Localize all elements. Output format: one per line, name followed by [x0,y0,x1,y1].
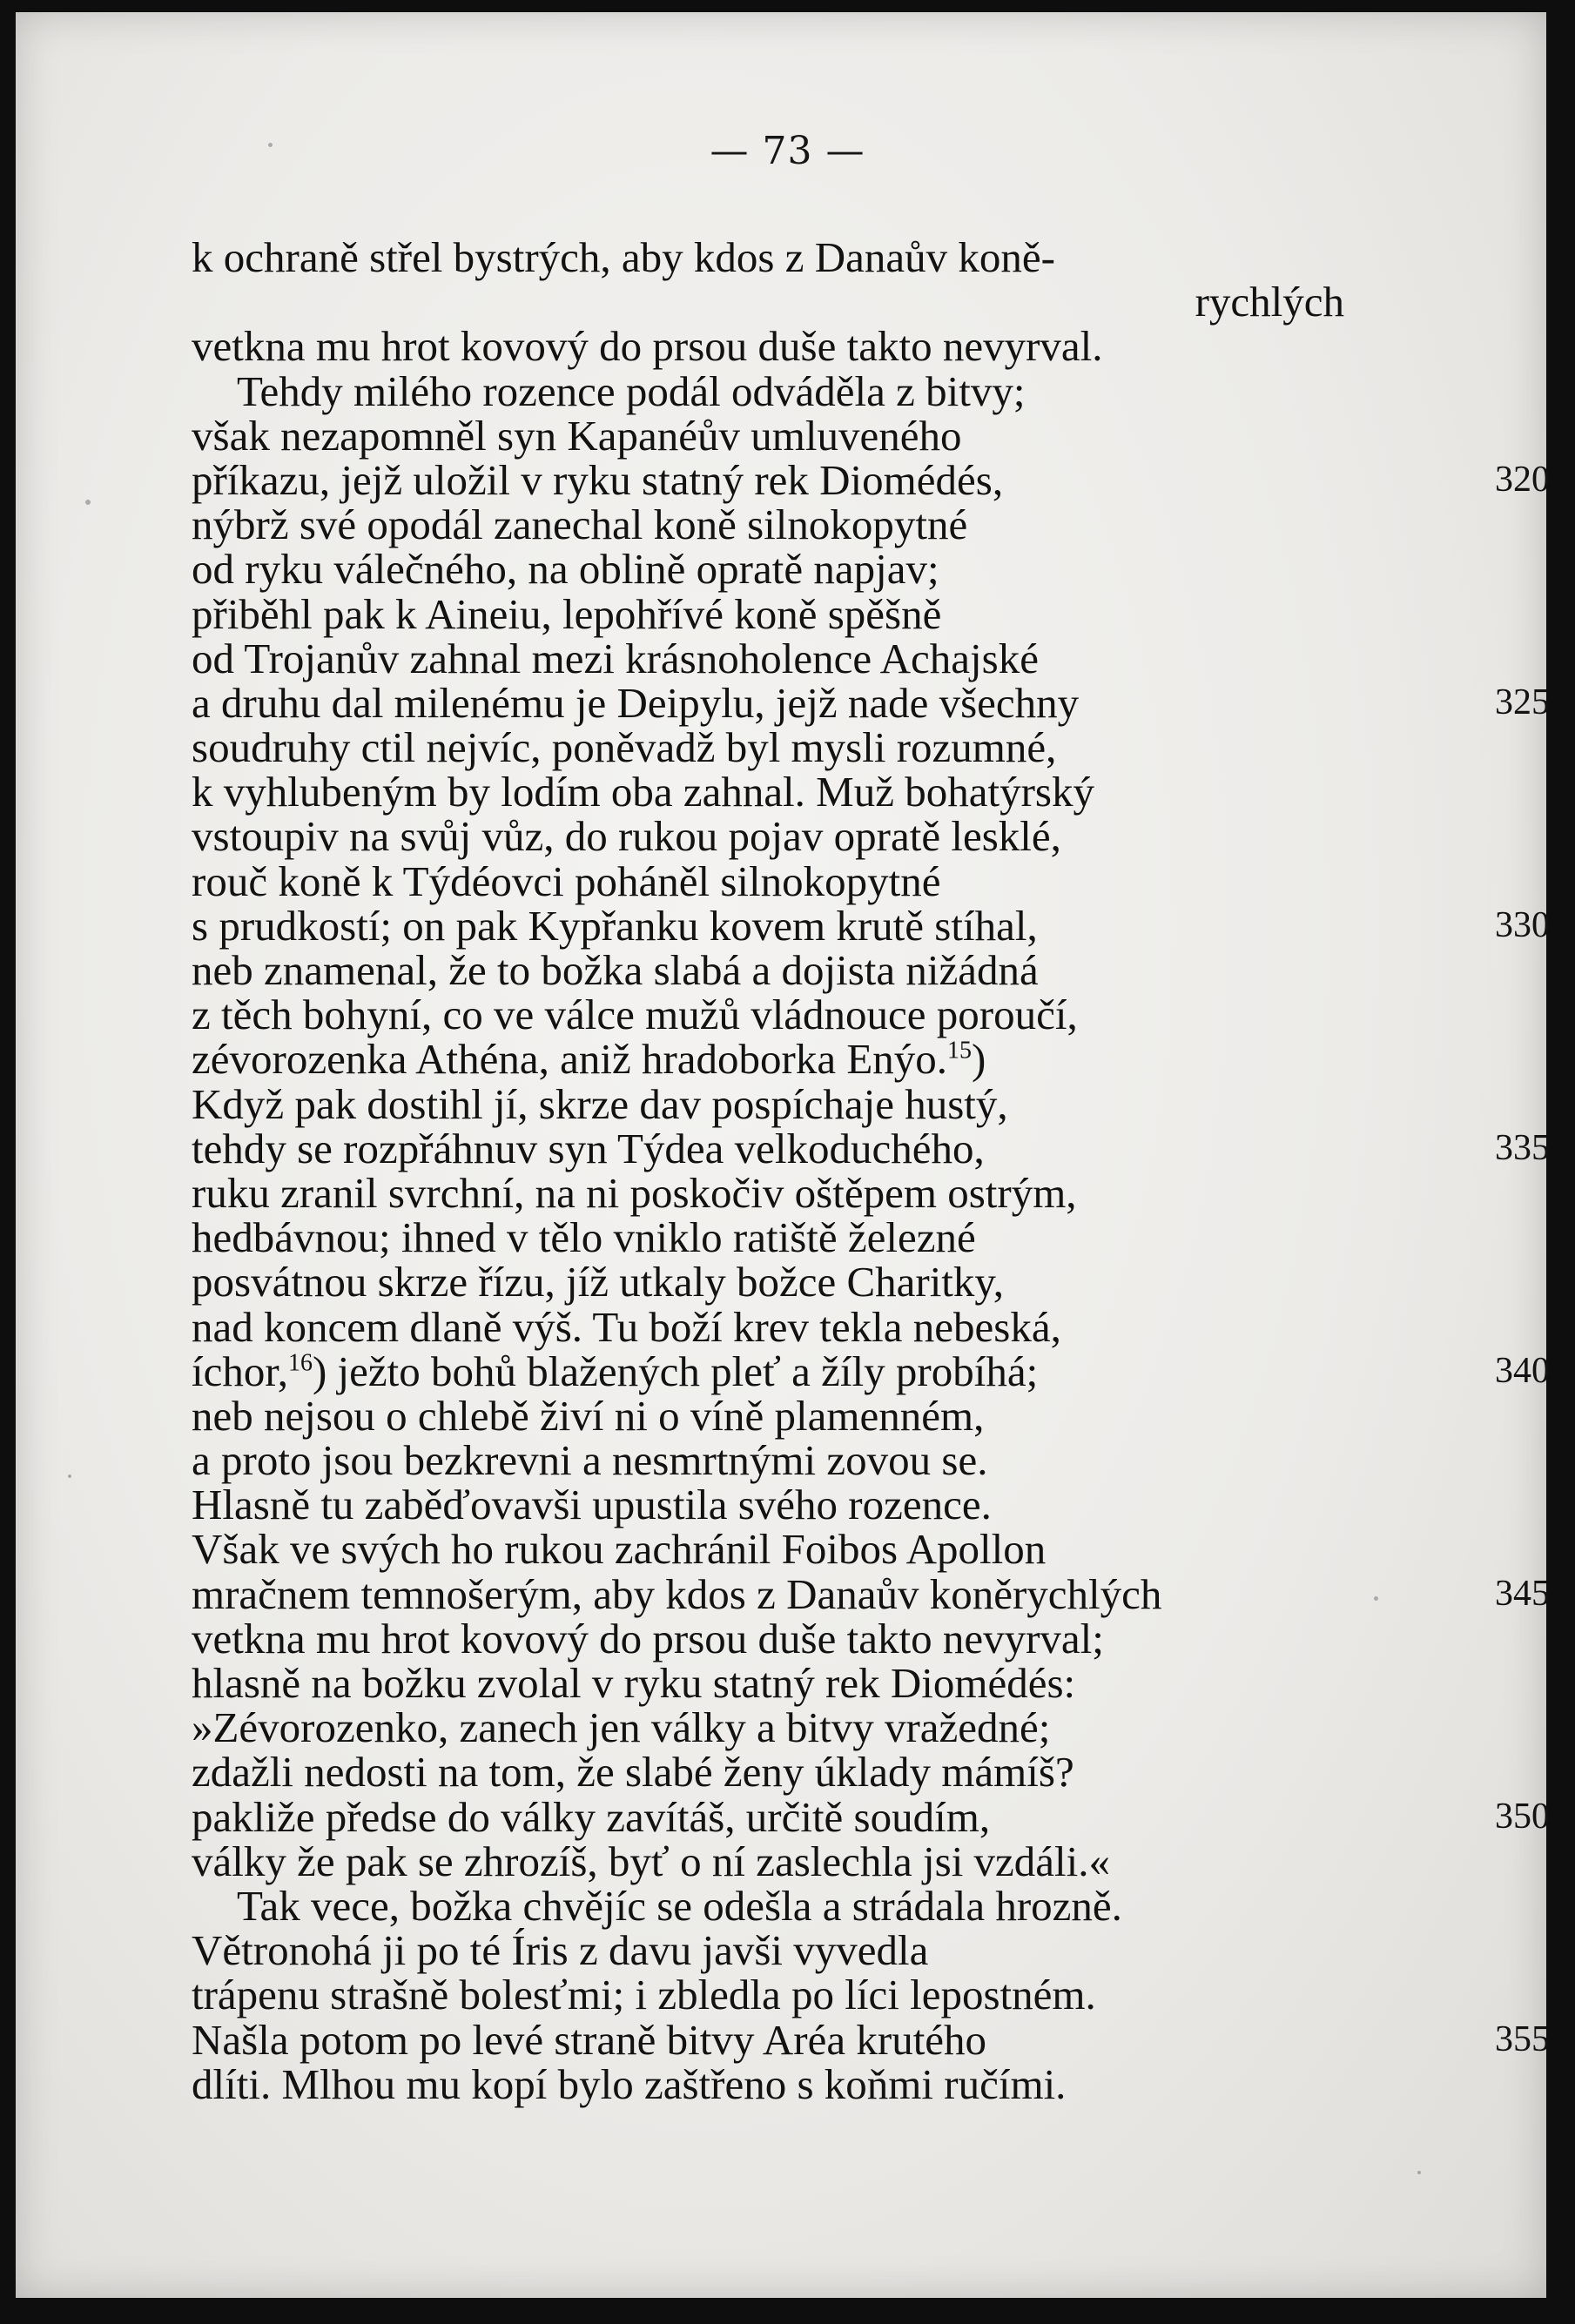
page-number: — 73 — [710,129,865,173]
verse-line [192,1213,1358,1262]
verse-text: však nezapomněl syn Kapanéův umluveného [192,411,962,460]
verse-text: posvátnou skrze řízu, jíž utkaly božce Charitky, [192,1258,1004,1306]
verse-text: a proto jsou bezkrevni a nesmrtnými zovou se. [192,1436,988,1485]
verse-line [192,455,1550,504]
line-number: 320 [1495,459,1550,500]
verse-line [192,1616,1358,1661]
verse-line [192,1124,1550,1172]
verse-text: mračnem temnošerým, aby kdos z Danaův koněrychlých [192,1569,1162,1618]
verse-line [192,413,1358,458]
poem-text [192,233,1550,2108]
verse-text: k vyhlubeným by lodím oba zahnal. Muž bohatýrský [192,768,1094,816]
verse-text: tehdy se rozpřáhnuv syn Týdea velkoduchého, [192,1124,985,1172]
verse-text: rouč koně k Týdéovci poháněl silnokopytné [192,856,941,905]
verse-line [192,502,1358,547]
verse-text: Však ve svých ho rukou zachránil Foibos Apollon [192,1525,1047,1574]
paper-speck [1417,2171,1421,2174]
verse-line [192,723,1358,772]
verse-text: od Trojanův zahnal mezi krásnoholence Achajské [192,634,1039,682]
verse-line [192,769,1358,814]
verse-text: Našla potom po levé straně bitvy Aréa krutého [192,2015,987,2064]
verse-line [192,2015,1550,2064]
verse-text: Tak vece, božka chvějíc se odešla a strádala hrozně. [237,1881,1122,1930]
verse-text: přiběhl pak k Aineiu, lepohřívé koně spěšně [192,589,942,638]
verse-text: Když pak dostihl jí, skrze dav pospíchaje hustý, [192,1079,1008,1128]
verse-line [192,1972,1358,2017]
verse-text: rychlých [1195,278,1344,326]
verse-line [192,1259,1358,1304]
verse-line [192,1482,1358,1527]
verse-line [192,636,1358,681]
line-number: 325 [1495,682,1550,722]
verse-line [192,1302,1358,1351]
footnote-ref: 16 [287,1349,313,1377]
paper-speck [68,1474,71,1478]
verse-line [192,992,1358,1037]
paper-speck [85,500,91,505]
line-number: 345 [1495,1573,1550,1614]
verse-line [192,1525,1358,1574]
verse-text: z těch bohyní, co ve válce mužů vládnouce poroučí, [192,991,1078,1039]
verse-text: války že pak se zhrozíš, byť o ní zaslechla jsi vzdáli.« [192,1837,1111,1885]
verse-line [192,1661,1358,1705]
verse-line [192,1705,1358,1750]
line-number: 330 [1495,904,1550,945]
verse-text: hlasně na božku zvolal v ryku statný rek Diomédés: [192,1659,1076,1707]
verse-line [192,1436,1358,1485]
verse-text: k ochraně střel bystrých, aby kdos z Danaův koně- [192,233,1055,281]
verse-line [192,545,1358,594]
verse-text: soudruhy ctil nejvíc, poněvadž byl mysli rozumné, [192,723,1057,772]
verse-text: Hlasně tu zaběďovavši upustila svého rozence. [192,1481,992,1529]
footnote-ref: 15 [947,1038,973,1065]
verse-text: trápenu strašně bolesťmi; i zbledla po líci lepostném. [192,1971,1096,2019]
verse-line [192,1079,1358,1128]
verse-text: vetkna mu hrot kovový do prsou duše takto nevyrval; [192,1614,1104,1662]
verse-text: od ryku válečného, na oblině opratě napjav; [192,545,939,594]
line-number: 340 [1495,1350,1550,1391]
verse-line [192,1347,1550,1395]
verse-line [192,948,1358,992]
verse-line [192,235,1358,279]
verse-text: hedbávnou; ihned v tělo vniklo ratiště železné [192,1213,976,1262]
verse-line [192,856,1358,905]
paper-speck [1374,1596,1378,1601]
verse-line [192,1926,1358,1975]
verse-text: vstoupiv na svůj vůz, do rukou pojav opratě lesklé, [192,812,1061,861]
verse-line [192,1569,1550,1618]
verse-line [192,1035,1358,1084]
verse-line [192,1391,1358,1440]
verse-text: pakliže předse do války zavítáš, určitě soudím, [192,1792,991,1841]
verse-line [192,1881,1358,1930]
verse-text: Větronohá ji po té Íris z davu javši vyvedla [192,1926,929,1975]
verse-line [192,1168,1358,1217]
verse-text: nad koncem dlaně výš. Tu boží krev tekla nebeská, [192,1302,1061,1351]
verse-line [192,589,1358,638]
verse-text: nýbrž své opodál zanechal koně silnokopytné [192,500,968,549]
verse-text: ruku zranil svrchní, na ni poskočiv oštěpem ostrým, [192,1168,1077,1217]
verse-text: příkazu, jejž uložil v ryku statný rek Diomédés, [192,455,1004,504]
verse-text: vetkna mu hrot kovový do prsou duše takto nevyrval. [192,322,1103,371]
line-number: 350 [1495,1796,1550,1837]
verse-text: dlíti. Mlhou mu kopí bylo zaštřeno s koňmi ručími. [192,2059,1067,2108]
verse-text: zdažli nedosti na tom, že slabé ženy úklady mámíš? [192,1748,1074,1797]
verse-line [192,322,1358,371]
verse-text: s prudkostí; on pak Kypřanku kovem krutě stíhal, [192,901,1038,950]
line-number: 355 [1495,2018,1550,2059]
verse-text: neb nejsou o chlebě živí ni o víně plamenném, [192,1391,985,1440]
verse-line [192,2059,1358,2108]
verse-text-continued: ) ježto bohů blažených pleť a žíly probíhá; [312,1347,1039,1395]
verse-text: a druhu dal milenému je Deipylu, jejž nade všechny [192,678,1080,727]
verse-text: zévorozenka Athéna, aniž hradoborka Enýo. [192,1035,948,1084]
verse-text: Tehdy milého rozence podál odváděla z bitvy; [237,366,1026,415]
verse-text: neb znamenal, že to božka slabá a dojista nižádná [192,946,1039,994]
verse-text-continued: ) [972,1035,986,1084]
verse-line [192,812,1358,861]
verse-line [192,279,1358,324]
verse-line [192,678,1550,727]
verse-line [192,366,1358,415]
verse-line [192,1839,1358,1884]
verse-line [192,1792,1550,1841]
line-number: 335 [1495,1127,1550,1168]
verse-text: íchor, [192,1347,288,1395]
verse-line [192,901,1550,950]
verse-line [192,1748,1358,1797]
verse-text: »Zévorozenko, zanech jen války a bitvy vražedné; [192,1703,1051,1752]
